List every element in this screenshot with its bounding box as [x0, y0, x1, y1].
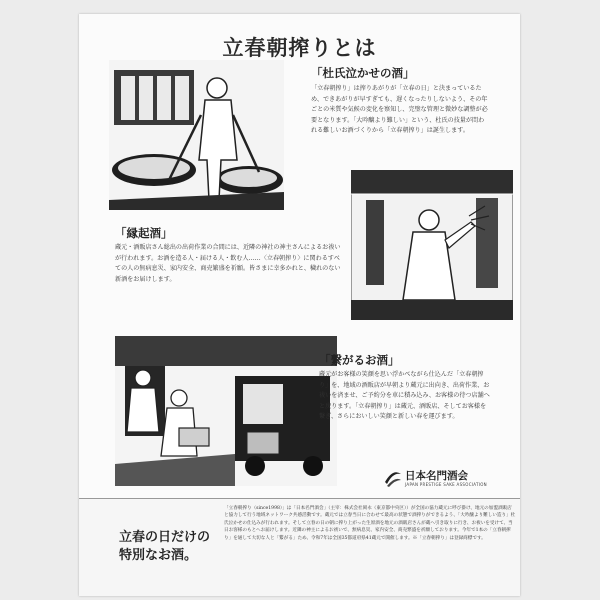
section-text-toji: 「立春朝搾り」は搾りあがりが「立春の日」と決まっているため、できあがりが早すぎても、遅くなったりしないよう、その年ごとの米質や気候の変化を察知し、完璧な管理と微妙な調整が必要となります。「大吟醸より難しい」という、杜氏の技量が問われる難しいお酒づくりから「立春朝搾り」は誕生します。 [311, 85, 488, 134]
logo-mark-icon [383, 468, 403, 488]
section-title-engi: 「縁起酒」 [115, 226, 173, 240]
purification-illustration [351, 170, 513, 320]
tagline-line-1: 立春の日だけの [119, 530, 211, 545]
tagline [119, 529, 210, 565]
tagline-line-2: 特別なお酒。 [119, 548, 198, 563]
logo-name: 日本名門酒会 [405, 470, 468, 482]
section-title-tsunagaru: 「繋がるお酒」 [319, 353, 400, 367]
brewer-illustration [109, 60, 284, 210]
section-text-engi: 蔵元・酒販店さん総出の出荷作業の合間には、近隣の神社の神主さんによるお祓いが行われます。お酒を造る人・届ける人・飲む人……〈立春朝搾り〉に関わるすべての人の無病息災、家内安全、商売繁盛を祈願。皆さまに幸多かれと、穢れのない新酒をお届けします。 [115, 244, 341, 283]
bottom-info-box [79, 498, 520, 596]
fine-print: 「立春朝搾り（since1998）」は「日本名門酒会」（主宰：株式会社岡永（東京都中央区））が全国の協力蔵元に呼び掛け、地元の加盟酒販店と協力して行う地域ネットワーク共感活動です。蔵元では立春当日に合わせて最高の状態で酒搾りができるよう、「大吟醸より難しい造り」杜氏泣かせの仕込みが行われます。そして立春の日の朝に搾り上がった生原酒を地元の酒販店さんが蔵へ引き取りに行き、お祓いを受けて、当日お客様のもとへお届けします。近隣の神主によるお祓いで、無病息災、家内安全、商売繁盛を祈願しております。今年で1本の「立春朝搾り」を通して大切な人と「繋がる」ため、令和7年は全国35都道府県41蔵元で開催します。※「立春朝搾り」は登録商標です。 [224, 506, 516, 541]
flyer-page [79, 14, 520, 596]
page-title: 立春朝搾りとは [222, 35, 377, 60]
logo-subtitle: JAPAN PRESTIGE SAKE ASSOCIATION [405, 482, 487, 487]
association-logo [379, 466, 519, 492]
section-title-toji: 「杜氏泣かせの酒」 [311, 66, 415, 80]
delivery-illustration [115, 336, 337, 486]
section-text-tsunagaru: 蔵元がお客様の笑顔を思い浮かべながら仕込んだ「立春朝搾り」を、地域の酒販店が早朝より蔵元に出向き、出荷作業、お祓いを済ませ、ご予約分を車に積み込み、お客様の待つ店舗へと戻ります。「立春朝搾り」は蔵元、酒販店、そしてお客様を繋ぎ、さらにおいしい笑顔と新しい春を運びます。 [319, 371, 490, 420]
